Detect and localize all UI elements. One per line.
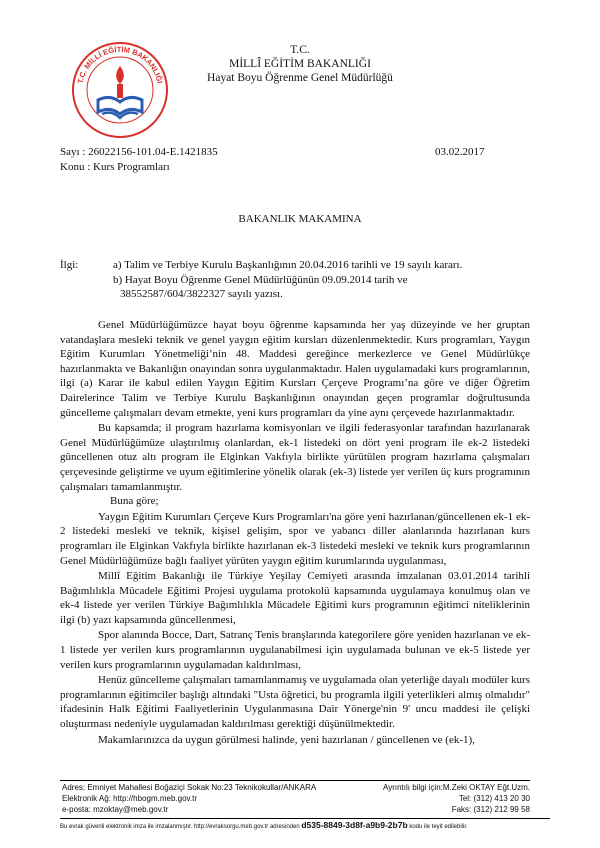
document-date: 03.02.2017 — [435, 146, 485, 158]
footer-address: Adres: Emniyet Mahallesi Boğaziçi Sokak No:23 Teknikokullar/ANKARA — [62, 783, 317, 792]
paragraph-5: Millî Eğitim Bakanlığı ile Türkiye Yeşilay Cemiyeti arasında imzalanan 03.01.2014 tarihli Bağımlılıkla Mücadele Eğitimi Projesi uygulama protokolü kapsamında uygulamaya konulmuş olan ve ek-4 listede yer verilen Türkiye Bağımlılıkla Mücadele Eğitimi kurs programının eğitimci niteliklerinin ilgi (b) yazı kapsamında güncellenmesi, — [60, 570, 530, 626]
document-subject: Konu : Kurs Programları — [60, 161, 170, 173]
body-text — [60, 318, 530, 747]
footer-email: e-posta: mzoktay@meb.gov.tr — [62, 805, 169, 814]
paragraph-6: Spor alanında Bocce, Dart, Satranç Tenis branşlarında kategorilere göre yeniden hazırlanan ve ek-1 listede yer verilen kurs programlarının uygulanabilmesi için uygulamada bulunan ve ek-5 listede yer verilen kurs programlarının uygulamadan kaldırılması, — [60, 629, 530, 671]
header-tc: T.C. — [290, 44, 310, 56]
paragraph-2: Bu kapsamda; il program hazırlama komisyonları ve ilgili federasyonlar tarafından hazırlanarak Genel Müdürlüğümüze ulaştırılmış olanlardan, ek-1 listedeki on dört yeni program ile ek-2 listedeki güncellenen otuz altı program ile Elginkan Vakfıyla birlikte yürütülen program hazırlama çalışmaları çerçevesinde geliştirme ve uyum eğitimlerine yönelik olarak (ek-3) listede yer verilen üç kurs programının çalışmaları tamamlanmıştır. — [60, 422, 530, 493]
footer-contact: Ayrıntılı bilgi için:M.Zeki OKTAY Eğt.Uzm. — [383, 783, 530, 792]
footer-tel: Tel: (312) 413 20 30 — [458, 794, 530, 803]
paragraph-1: Genel Müdürlüğümüzce hayat boyu öğrenme kapsamında her yaş düzeyinde ve her gruptan vatandaşlara mesleki teknik ve genel yaygın eğitim kursları düzenlenmektedir. Kurs programları, Yaygın Eğitim Kurumları Yönetmeliği’nin 48. Maddesi gereğince merkezlerce ve Genel Müdürlükçe hazırlanmakta ve Bakanlığın onayından sonra uygulanmaktadır. Halen uygulamadaki kurs programlarının, ilgi (a) Karar ile kabul edilen Yaygın Eğitim Kursları Çerçeve Programı’na göre ve diğer Öğretim Dairelerince Talim ve Terbiye Kurulu Başkanlığının onayından geçen programlar doğrultusunda güncelleme çalışmaları devam etmekte, yeni kurs programları da yine aynı çerçevede hazırlanmaktadır. — [60, 319, 530, 419]
verification-code: d535-8849-3d8f-a9b9-2b7b — [301, 821, 408, 830]
addressee: BAKANLIK MAKAMINA — [238, 213, 362, 225]
verify-divider — [60, 818, 550, 819]
ilgi-item-b-ref: 38552587/604/3822327 sayılı yazısı. — [120, 288, 283, 300]
document-number: Sayı : 26022156-101.04-E.1421835 — [60, 146, 218, 158]
header-directorate: Hayat Boyu Öğrenme Genel Müdürlüğü — [207, 72, 393, 84]
ilgi-item-b: b) Hayat Boyu Öğrenme Genel Müdürlüğünün 09.09.2014 tarih ve — [113, 274, 408, 286]
verification-text: Bu evrak güvenli elektronik imza ile imzalanmıştır. http://evraksorgu.meb.gov.tr adresinden — [60, 824, 300, 830]
footer-divider — [60, 780, 530, 781]
header-ministry: MİLLÎ EĞİTİM BAKANLIĞI — [229, 58, 371, 70]
ilgi-item-a: a) Talim ve Terbiye Kurulu Başkanlığının 20.04.2016 tarihli ve 19 sayılı kararı. — [113, 259, 463, 271]
paragraph-4: Yaygın Eğitim Kurumları Çerçeve Kurs Programları'na göre yeni hazırlanan/güncellenen ek-1 ek-2 listedeki mesleki ve teknik, kişisel gelişim, spor ve yabancı diller alanlarında hazırlanan kurs programları ile Elginkan Vakfıyla birlikte hazırlanan ek-3 listedeki mesleki ve teknik kurs programlarının Genel Müdürlüğümüze bağlı faaliyet yürüten yaygın eğitim kurumlarında uygulanması, — [60, 510, 530, 567]
seal-ring-text: T.C. MİLLİ EĞİTİM BAKANLIĞI — [75, 44, 165, 85]
paragraph-3: Buna göre; — [110, 495, 159, 508]
paragraph-7: Henüz güncelleme çalışmaları tamamlanmamış ve uygulamada olan yeterliğe dayalı modüler kurs programlarının eğitimciler başlığı altındaki "Usta öğretici, bu programla ilgili yeterlikleri almış olmalıdır" ifadesinin Halk Eğitimi Faaliyetlerinin Uygulanmasına Dair Yönerge'nin 9' uncu maddesi ile çelişki oluşturması nedeniyle uygulamadan kaldırılması gerektiği düşünülmektedir. — [60, 674, 530, 731]
footer-fax: Faks: (312) 212 99 58 — [451, 805, 530, 814]
verification-line — [60, 821, 550, 832]
paragraph-8: Makamlarınızca da uygun görülmesi halinde, yeni hazırlanan / güncellenen ve (ek-1), — [98, 733, 475, 746]
ilgi-label: İlgi: — [60, 259, 79, 271]
footer-web: Elektronik Ağ: http://hbogm.meb.gov.tr — [62, 794, 198, 803]
verification-suffix: kodu ile teyit edilebilir. — [409, 824, 468, 830]
